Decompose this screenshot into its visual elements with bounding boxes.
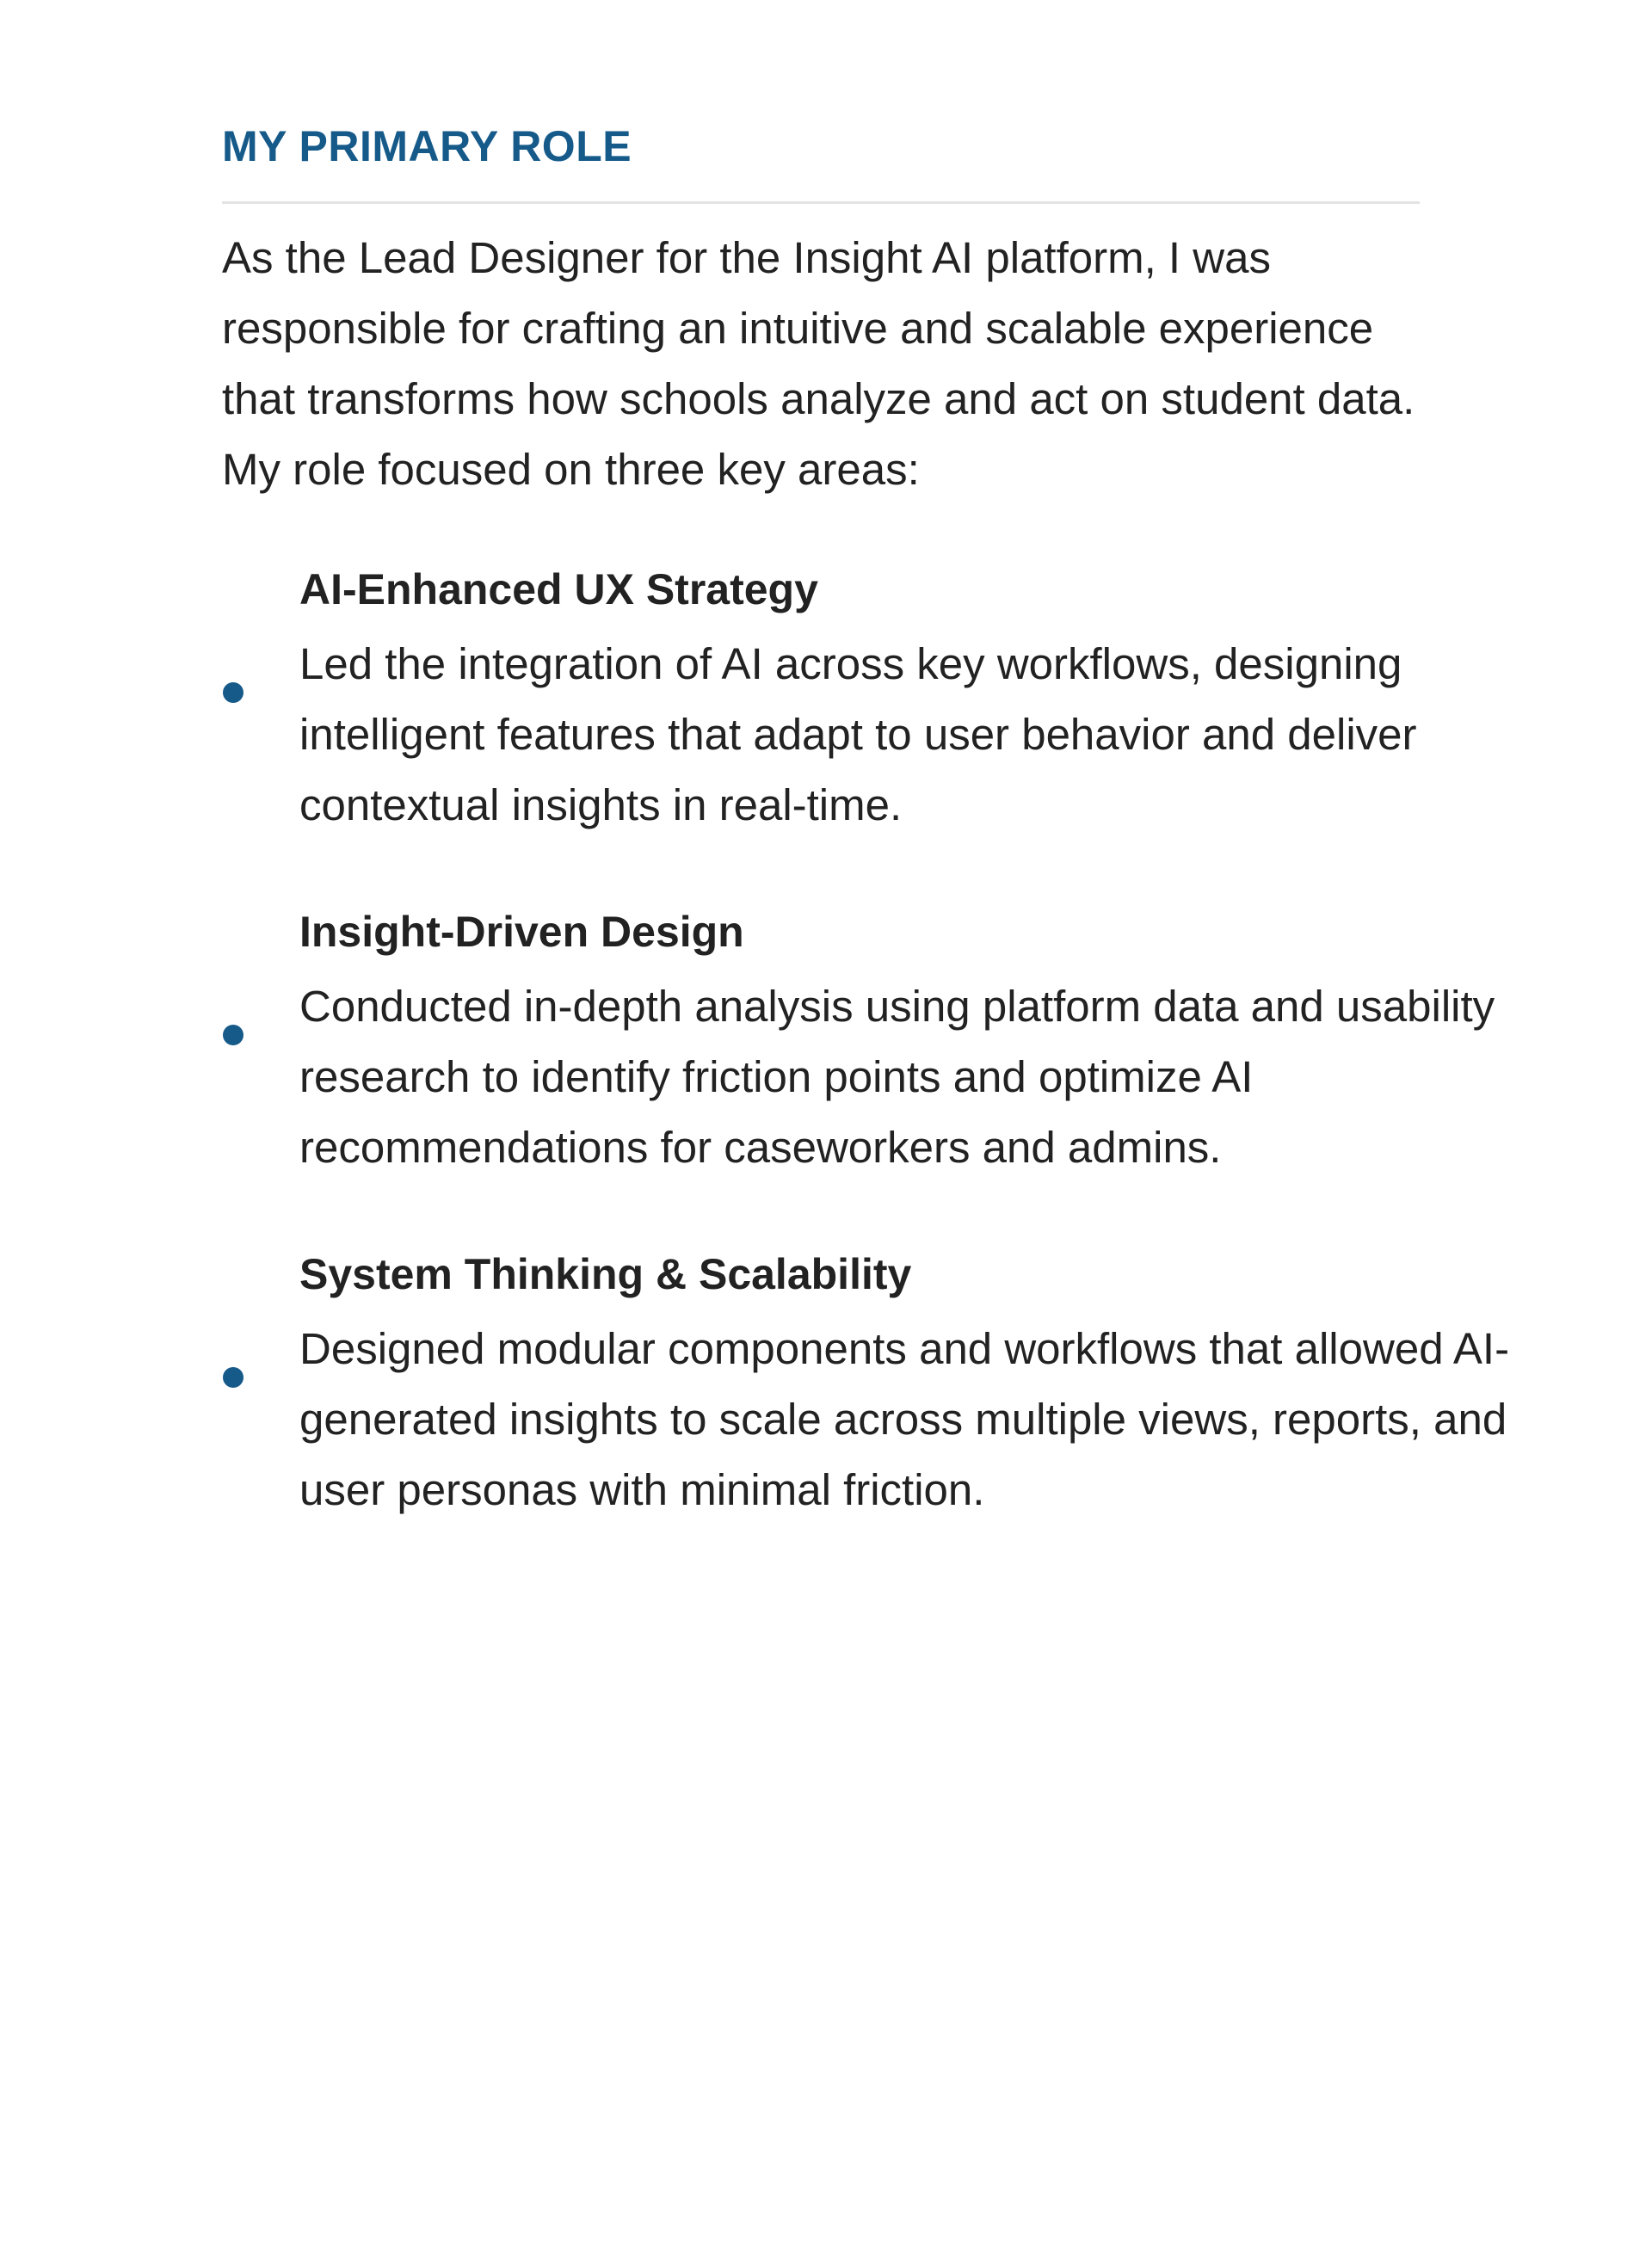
area-description: Conducted in-depth analysis using platform data and usability research to identify friction points and optimize AI recommendations for caseworkers and admins. [299, 982, 1495, 1172]
list-item [222, 906, 1513, 1183]
section-divider [222, 201, 1420, 204]
intro-paragraph: As the Lead Designer for the Insight AI platform, I was responsible for crafting an intuitive and scalable experience that transforms how schools analyze and act on student data. My role focused on three key areas: [222, 233, 1415, 494]
primary-role-section [222, 120, 1513, 1591]
bullet-dot-icon [223, 1367, 243, 1388]
area-description: Led the integration of AI across key workflows, designing intelligent features that adapt to user behavior and deliver contextual insights in real-time. [299, 639, 1417, 829]
key-areas-list [222, 564, 1513, 1525]
area-title: Insight-Driven Design [299, 908, 744, 956]
area-description: Designed modular components and workflows that allowed AI-generated insights to scale across multiple views, reports, and user personas with minimal friction. [299, 1324, 1510, 1514]
section-title: MY PRIMARY ROLE [222, 122, 632, 170]
area-title: System Thinking & Scalability [299, 1250, 912, 1298]
bullet-dot-icon [223, 1025, 243, 1045]
bullet-dot-icon [223, 682, 243, 703]
list-item [222, 564, 1513, 841]
list-item [222, 1248, 1513, 1525]
area-title: AI-Enhanced UX Strategy [299, 565, 818, 613]
